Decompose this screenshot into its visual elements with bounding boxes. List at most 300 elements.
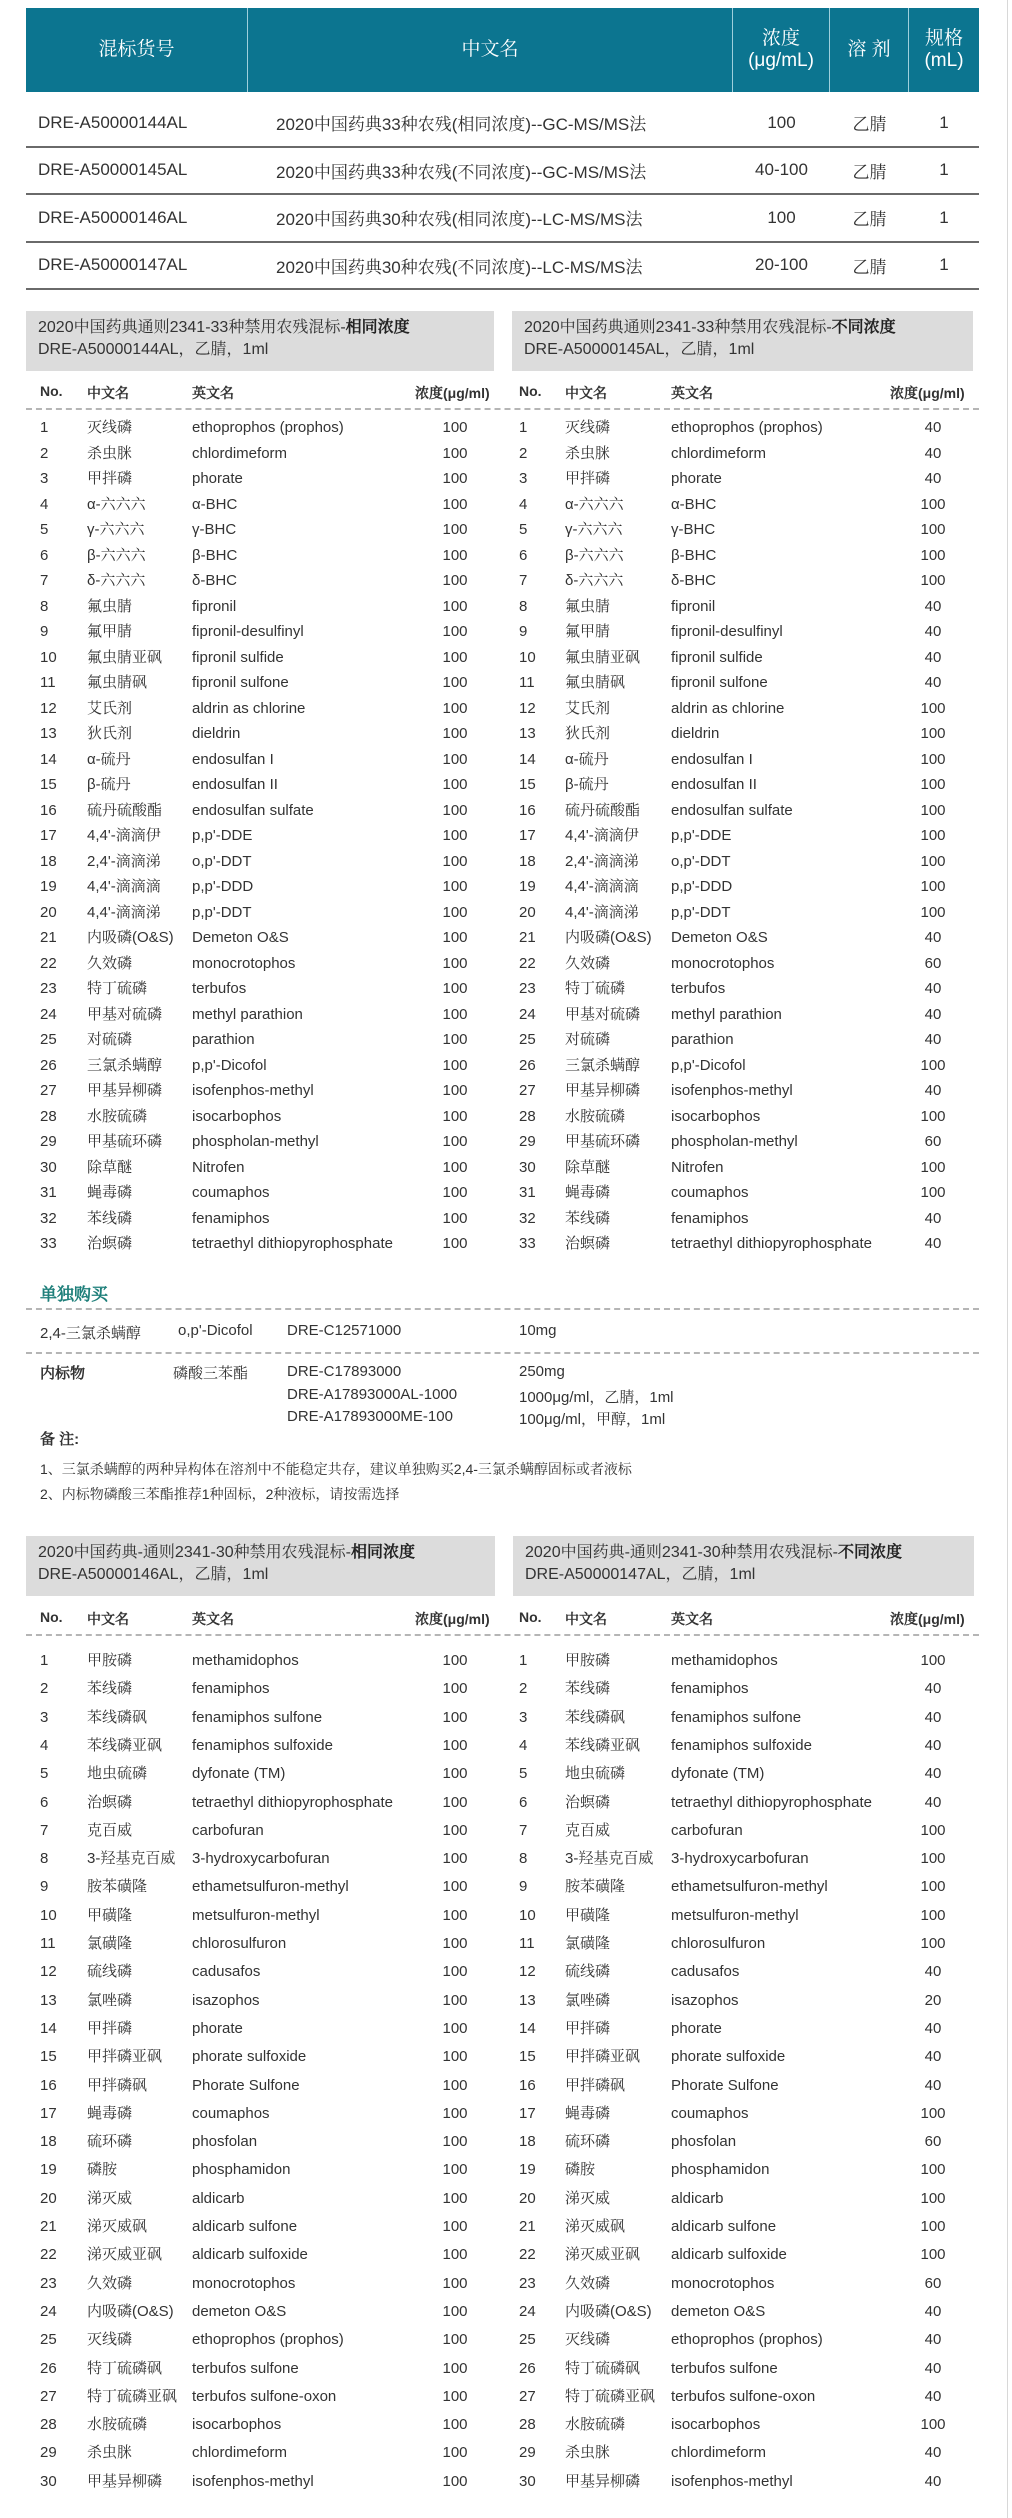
internal-std-label: 内标物 (40, 1365, 86, 1382)
mix33-same-row-cn: 水胺硫磷 (87, 1107, 148, 1125)
mix33-same-row-cn: δ-六六六 (87, 572, 146, 589)
mix30-same-row-no: 26 (40, 2359, 57, 2377)
mix30-diff-row-conc: 100 (920, 1652, 946, 1669)
mix30-diff-row-no: 16 (519, 2076, 536, 2094)
mix33-same-row-cn: 久效磷 (87, 954, 133, 972)
mix30-diff-row-conc: 100 (920, 2218, 946, 2235)
mix33-same-row-no: 15 (40, 776, 57, 793)
mix33-diff-row-cn: 狄氏剂 (565, 725, 611, 742)
mix30-same-row-conc: 100 (442, 2076, 468, 2094)
mix30-same-row-en: chlorosulfuron (192, 1935, 287, 1952)
mix30-diff-row-conc: 60 (924, 2133, 942, 2151)
mix30-same-row-en: isazophos (192, 1991, 260, 2009)
mix30-same-title-bold: 相同浓度 (350, 1544, 415, 1561)
mix30-diff-row-no: 28 (519, 2416, 536, 2434)
mix30-same-row-en: phorate sulfoxide (192, 2048, 307, 2066)
product-conc: 100 (767, 207, 796, 227)
mix33-diff-row-conc: 100 (920, 572, 946, 589)
mix33-diff-row-cn: β-六六六 (565, 546, 624, 564)
mix33-same-row-en: endosulfan I (192, 750, 274, 768)
mix33-diff-row-cn: 灭线磷 (565, 419, 611, 436)
mix30-same-row-conc: 100 (442, 1736, 468, 1754)
mix33-diff-row-en: fipronil-desulfinyl (671, 623, 783, 640)
mix33-same-row-conc: 100 (442, 1056, 468, 1074)
mix30-same-row-cn: 甲磺隆 (87, 1906, 133, 1924)
mix33-same-row-conc: 100 (442, 1107, 468, 1125)
mix30-same-row-no: 27 (40, 2387, 57, 2405)
mix30-diff-row-conc: 100 (920, 1906, 946, 1924)
mix33-same-row-conc: 100 (442, 954, 468, 972)
mix33-same-row-en: endosulfan II (192, 776, 278, 793)
mix30-diff-row-cn: 克百威 (565, 1821, 611, 1839)
mix33-same-row-en: tetraethyl dithiopyrophosphate (192, 1235, 393, 1252)
header-solvent (830, 8, 909, 92)
mix33-diff-row-cn: β-硫丹 (565, 776, 609, 793)
mix33-diff-row-en: terbufos (671, 980, 726, 997)
mix33-diff-row-conc: 40 (924, 1209, 942, 1227)
mix33-same-row-conc: 100 (442, 1209, 468, 1227)
mix33-same-row-cn: 4,4'-滴滴涕 (87, 903, 161, 921)
mix33-same-row-cn: 对硫磷 (87, 1031, 133, 1048)
mix33-same-subtitle: DRE-A50000144AL，乙腈，1ml (38, 341, 269, 358)
mix30-diff-row-en: chlordimeform (671, 2444, 767, 2462)
mix33-same-row-cn: γ-六六六 (87, 521, 145, 538)
mix30-diff-row-cn: 涕灭威亚砜 (565, 2246, 641, 2264)
mix33-same-row-no: 11 (40, 674, 56, 691)
mix33-diff-row-en: tetraethyl dithiopyrophosphate (671, 1235, 872, 1252)
mix30-same-row-cn: 氯唑磷 (87, 1991, 133, 2009)
mix30-diff-row-en: aldicarb sulfoxide (671, 2246, 787, 2264)
product-spec: 1 (939, 112, 949, 132)
mix33-diff-row-en: phospholan-methyl (671, 1133, 798, 1150)
product-code: DRE-A50000144AL (38, 112, 188, 132)
mix33-diff-row-conc: 40 (924, 597, 942, 615)
mix33-same-row-no: 32 (40, 1209, 57, 1227)
mix33-same-row-cn: 氟甲腈 (87, 623, 133, 640)
column-header-en: 英文名 (671, 1611, 713, 1627)
mix30-diff-row-en: isofenphos-methyl (671, 2472, 793, 2490)
mix30-diff-row-conc: 20 (924, 1991, 942, 2009)
mix33-diff-row-conc: 40 (924, 648, 942, 666)
mix33-diff-row-cn: 甲拌磷 (565, 470, 611, 487)
mix30-same-row-cn: 苯线磷 (87, 1680, 133, 1698)
mix30-same-row-conc: 100 (442, 2416, 468, 2434)
mix30-diff-row-no: 19 (519, 2161, 536, 2179)
mix30-diff-row-en: demeton O&S (671, 2302, 766, 2320)
mix30-same-row-no: 15 (40, 2048, 57, 2066)
mix33-same-row-no: 33 (40, 1235, 57, 1252)
mix33-diff-row-en: coumaphos (671, 1184, 749, 1201)
mix30-same-subtitle: DRE-A50000146AL，乙腈，1ml (38, 1566, 269, 1583)
mix33-diff-row-cn: δ-六六六 (565, 572, 624, 589)
mix33-diff-row-no: 7 (519, 572, 528, 589)
mix33-same-row-en: Nitrofen (192, 1158, 245, 1176)
mix33-diff-row-no: 8 (519, 597, 528, 615)
mix33-same-row-no: 20 (40, 903, 57, 921)
mix30-diff-row-conc: 40 (924, 2076, 942, 2094)
mix30-same-row-conc: 100 (442, 2331, 468, 2349)
mix33-diff-title-text: 2020中国药典通则2341-33种禁用农残混标- (524, 319, 832, 336)
mix30-diff-row-conc: 100 (920, 2189, 946, 2207)
mix33-diff-row-no: 4 (519, 495, 528, 513)
mix30-diff-row-conc: 40 (924, 2472, 942, 2490)
mix30-same-row-en: dyfonate (TM) (192, 1765, 286, 1783)
mix33-same-row-no: 4 (40, 495, 49, 513)
mix33-diff-row-no: 6 (519, 546, 528, 564)
mix30-same-row-conc: 100 (442, 1765, 468, 1783)
mix33-same-row-cn: 甲基对硫磷 (87, 1005, 163, 1023)
divider (26, 1308, 979, 1310)
mix33-diff-row-no: 19 (519, 878, 536, 895)
mix33-diff-row-conc: 100 (920, 776, 946, 793)
mix30-same-row-cn: 治螟磷 (87, 1793, 133, 1811)
column-header-en: 英文名 (671, 385, 713, 401)
single-item-code: DRE-C12571000 (287, 1322, 402, 1339)
mix30-same-row-conc: 100 (442, 2274, 468, 2292)
mix33-same-row-no: 7 (40, 572, 49, 589)
mix33-same-row-conc: 100 (442, 674, 468, 691)
mix30-same-row-no: 4 (40, 1736, 49, 1754)
mix33-diff-row-conc: 40 (924, 674, 942, 691)
mix33-same-row-cn: 治螟磷 (87, 1235, 133, 1252)
mix33-same-row-en: phorate (192, 470, 243, 487)
mix30-same-row-conc: 100 (442, 2048, 468, 2066)
mix30-same-row-cn: 甲胺磷 (87, 1652, 133, 1669)
mix30-same-row-no: 25 (40, 2331, 57, 2349)
mix33-same-row-conc: 100 (442, 699, 468, 717)
mix30-same-row-conc: 100 (442, 2302, 468, 2320)
mix33-same-row-no: 29 (40, 1133, 57, 1150)
mix30-diff-row-conc: 100 (920, 1821, 946, 1839)
mix30-diff-row-conc: 100 (920, 1878, 946, 1896)
mix30-same-row-cn: 特丁硫磷亚砜 (87, 2387, 178, 2405)
mix30-diff-row-en: coumaphos (671, 2104, 749, 2122)
mix30-diff-row-cn: 氯磺隆 (565, 1935, 611, 1952)
mix33-same-row-en: p,p'-Dicofol (192, 1056, 267, 1074)
mix30-same-row-en: phosphamidon (192, 2161, 291, 2179)
mix33-diff-row-no: 27 (519, 1082, 536, 1099)
mix30-same-row-en: demeton O&S (192, 2302, 287, 2320)
mix30-same-row-en: aldicarb (192, 2189, 245, 2207)
mix30-diff-row-en: terbufos sulfone-oxon (671, 2387, 816, 2405)
mix33-diff-row-conc: 40 (924, 1082, 942, 1099)
mix33-same-row-cn: β-六六六 (87, 546, 146, 564)
mix30-same-row-no: 16 (40, 2076, 57, 2094)
mix30-diff-row-conc: 40 (924, 2387, 942, 2405)
mix33-same-row-cn: 2,4'-滴滴涕 (87, 852, 161, 870)
mix30-diff-row-no: 1 (519, 1652, 528, 1669)
mix30-diff-row-no: 4 (519, 1736, 528, 1754)
mix33-same-row-no: 1 (40, 419, 49, 436)
mix33-same-row-conc: 100 (442, 521, 468, 538)
column-header-cn: 中文名 (87, 1611, 129, 1627)
mix30-diff-row-conc: 40 (924, 1708, 942, 1726)
mix33-diff-row-cn: 艾氏剂 (565, 699, 611, 717)
mix30-diff-row-cn: 内吸磷(O&S) (565, 2302, 652, 2320)
mix30-diff-row-cn: 3-羟基克百威 (565, 1850, 654, 1868)
mix33-diff-row-no: 15 (519, 776, 536, 793)
mix30-diff-row-no: 30 (519, 2472, 536, 2490)
mix33-same-row-en: β-BHC (192, 546, 238, 564)
mix30-same-row-conc: 100 (442, 1793, 468, 1811)
mix30-diff-row-cn: 地虫硫磷 (565, 1765, 626, 1783)
mix30-diff-header-box (513, 1536, 974, 1596)
product-name: 2020中国药典30种农残(相同浓度)--LC-MS/MS法 (276, 210, 643, 229)
column-header-no: No. (40, 383, 63, 399)
mix33-diff-row-en: chlordimeform (671, 444, 767, 462)
mix30-diff-row-conc: 100 (920, 2161, 946, 2179)
mix30-same-row-no: 29 (40, 2444, 57, 2462)
mix30-same-row-en: metsulfuron-methyl (192, 1906, 320, 1924)
mix33-diff-row-no: 25 (519, 1031, 536, 1048)
mix30-same-row-conc: 100 (442, 2161, 468, 2179)
mix30-same-row-no: 9 (40, 1878, 49, 1896)
mix33-same-row-no: 3 (40, 470, 49, 487)
mix30-diff-row-no: 17 (519, 2104, 536, 2122)
mix33-same-row-conc: 100 (442, 801, 468, 819)
mix30-diff-row-no: 13 (519, 1991, 536, 2009)
mix33-diff-row-en: endosulfan sulfate (671, 801, 793, 819)
mix30-diff-row-en: fenamiphos (671, 1680, 749, 1698)
mix33-same-row-no: 5 (40, 521, 49, 538)
mix30-same-row-conc: 100 (442, 1935, 468, 1952)
mix30-diff-row-no: 22 (519, 2246, 536, 2264)
mix30-diff-row-no: 26 (519, 2359, 536, 2377)
mix30-same-row-conc: 100 (442, 1878, 468, 1896)
product-code: DRE-A50000147AL (38, 255, 188, 274)
mix30-diff-row-cn: 胺苯磺隆 (565, 1878, 626, 1896)
mix30-diff-row-conc: 100 (920, 2246, 946, 2264)
mix33-diff-row-no: 12 (519, 699, 536, 717)
mix33-same-row-conc: 100 (442, 546, 468, 564)
product-row (26, 195, 979, 243)
mix33-same-title (38, 317, 494, 339)
header-solvent-label: 溶 剂 (847, 39, 891, 60)
mix33-same-row-en: δ-BHC (192, 572, 238, 589)
mix33-same-row-cn: 杀虫脒 (87, 444, 133, 462)
mix30-diff-row-conc: 40 (924, 2359, 942, 2377)
mix33-diff-title (524, 317, 973, 339)
mix33-same-row-no: 28 (40, 1107, 57, 1125)
mix33-diff-row-en: aldrin as chlorine (671, 699, 785, 717)
header-code (26, 8, 248, 92)
mix33-diff-row-en: monocrotophos (671, 954, 775, 972)
mix33-same-row-no: 18 (40, 852, 57, 870)
mix33-diff-row-conc: 40 (924, 470, 942, 487)
mix33-diff-row-en: endosulfan II (671, 776, 757, 793)
mix33-same-row-no: 2 (40, 444, 49, 462)
mix30-diff-row-en: isazophos (671, 1991, 739, 2009)
mix30-diff-row-cn: 特丁硫磷砜 (565, 2359, 641, 2377)
mix30-same-row-en: phorate (192, 2019, 243, 2037)
mix33-same-row-no: 26 (40, 1056, 57, 1074)
mix30-same-row-en: fenamiphos sulfone (192, 1708, 323, 1726)
mix30-diff-row-conc: 40 (924, 2019, 942, 2037)
column-header-cn: 中文名 (565, 1611, 607, 1627)
mix30-diff-row-conc: 100 (920, 2104, 946, 2122)
mix33-diff-title-bold: 不同浓度 (831, 319, 896, 336)
mix30-diff-row-en: tetraethyl dithiopyrophosphate (671, 1793, 872, 1811)
mix30-diff-row-conc: 40 (924, 1963, 942, 1981)
mix30-diff-row-cn: 苯线磷砜 (565, 1708, 626, 1726)
mix33-same-row-conc: 100 (442, 878, 468, 895)
mix33-diff-row-no: 14 (519, 750, 536, 768)
mix33-same-row-cn: 氟虫腈亚砜 (87, 648, 163, 666)
mix33-same-row-conc: 100 (442, 827, 468, 844)
mix33-diff-row-en: fenamiphos (671, 1209, 749, 1227)
mix30-same-row-en: coumaphos (192, 2104, 270, 2122)
header-name (248, 8, 733, 92)
mix33-same-row-conc: 100 (442, 1184, 468, 1201)
mix33-diff-row-en: methyl parathion (671, 1005, 782, 1023)
mix33-same-row-conc: 100 (442, 470, 468, 487)
mix33-same-row-en: coumaphos (192, 1184, 270, 1201)
product-row (26, 243, 979, 291)
mix33-same-row-conc: 100 (442, 725, 468, 742)
mix30-same-row-no: 24 (40, 2302, 57, 2320)
mix33-same-row-no: 19 (40, 878, 57, 895)
mix33-diff-row-en: fipronil sulfone (671, 674, 768, 691)
mix30-diff-row-conc: 40 (924, 1680, 942, 1698)
mix30-same-row-cn: 杀虫脒 (87, 2444, 133, 2462)
mix33-same-row-no: 22 (40, 954, 57, 972)
mix30-same-row-conc: 100 (442, 1652, 468, 1669)
mix33-diff-row-cn: 特丁硫磷 (565, 980, 626, 997)
mix33-diff-row-cn: 久效磷 (565, 954, 611, 972)
mix33-diff-row-cn: 4,4'-滴滴伊 (565, 827, 639, 844)
mix33-diff-row-conc: 40 (924, 419, 942, 436)
internal-std-code: DRE-A17893000AL-1000 (287, 1386, 458, 1403)
mix30-diff-row-no: 5 (519, 1765, 528, 1783)
mix33-same-title-bold: 相同浓度 (345, 319, 410, 336)
mix33-diff-row-no: 30 (519, 1158, 536, 1176)
mix30-diff-row-cn: 水胺硫磷 (565, 2416, 626, 2434)
mix33-same-row-no: 31 (40, 1184, 57, 1201)
header-divider (26, 408, 979, 410)
mix33-same-row-no: 14 (40, 750, 57, 768)
mix30-diff-row-en: fenamiphos sulfone (671, 1708, 802, 1726)
mix30-diff-title-text: 2020中国药典-通则2341-30种禁用农残混标- (525, 1544, 838, 1561)
mix33-same-row-cn: 灭线磷 (87, 419, 133, 436)
mix30-same-row-en: monocrotophos (192, 2274, 296, 2292)
column-header-conc: 浓度(μg/ml) (415, 385, 490, 401)
mix33-same-row-en: isofenphos-methyl (192, 1082, 314, 1099)
mix30-diff-row-en: metsulfuron-methyl (671, 1906, 799, 1924)
mix33-diff-row-conc: 100 (920, 903, 946, 921)
mix30-same-row-no: 28 (40, 2416, 57, 2434)
mix33-same-row-cn: 氟虫腈砜 (87, 674, 148, 691)
mix33-diff-row-no: 20 (519, 903, 536, 921)
mix33-diff-row-en: isofenphos-methyl (671, 1082, 793, 1099)
mix33-same-row-en: endosulfan sulfate (192, 801, 314, 819)
mix30-diff-row-cn: 甲拌磷 (565, 2019, 611, 2037)
mix33-diff-row-conc: 100 (920, 1056, 946, 1074)
mix33-diff-row-en: Demeton O&S (671, 929, 768, 946)
mix33-same-row-cn: β-硫丹 (87, 776, 131, 793)
mix30-same-row-en: ethametsulfuron-methyl (192, 1878, 349, 1896)
mix33-same-row-cn: 甲基异柳磷 (87, 1082, 163, 1099)
product-solvent: 乙腈 (852, 257, 887, 277)
mix33-diff-row-cn: 蝇毒磷 (565, 1184, 611, 1201)
product-code: DRE-A50000145AL (38, 160, 188, 179)
mix33-diff-row-no: 11 (519, 674, 535, 691)
product-name: 2020中国药典30种农残(不同浓度)--LC-MS/MS法 (276, 257, 643, 277)
mix30-same-row-cn: 灭线磷 (87, 2331, 133, 2349)
mix33-same-row-cn: 苯线磷 (87, 1209, 133, 1227)
mix30-diff-row-no: 10 (519, 1906, 536, 1924)
mix33-diff-row-cn: 三氯杀螨醇 (565, 1056, 641, 1074)
internal-std-code: DRE-C17893000 (287, 1363, 402, 1380)
mix30-same-row-en: tetraethyl dithiopyrophosphate (192, 1793, 393, 1811)
mix33-same-row-no: 23 (40, 980, 57, 997)
mix33-diff-row-conc: 100 (920, 521, 946, 538)
mix33-diff-row-conc: 100 (920, 725, 946, 742)
mix30-diff-row-en: monocrotophos (671, 2274, 775, 2292)
mix33-same-row-en: o,p'-DDT (192, 852, 252, 870)
mix30-diff-row-no: 29 (519, 2444, 536, 2462)
mix30-diff-row-cn: 杀虫脒 (565, 2444, 611, 2462)
mix33-same-row-cn: 特丁硫磷 (87, 980, 148, 997)
mix30-same-row-conc: 100 (442, 2189, 468, 2207)
mix33-diff-row-cn: 对硫磷 (565, 1031, 611, 1048)
mix33-same-row-conc: 100 (442, 750, 468, 768)
mix33-same-row-en: p,p'-DDE (192, 827, 253, 844)
mix30-same-row-no: 18 (40, 2133, 57, 2151)
product-name: 2020中国药典33种农残(不同浓度)--GC-MS/MS法 (276, 162, 647, 182)
mix30-same-row-cn: 甲拌磷砜 (87, 2076, 148, 2094)
mix30-same-row-conc: 100 (442, 2218, 468, 2235)
internal-std-name: 磷酸三苯酯 (173, 1365, 249, 1382)
mix30-diff-row-en: chlorosulfuron (671, 1935, 766, 1952)
mix30-diff-row-cn: 特丁硫磷亚砜 (565, 2387, 656, 2405)
mix33-same-row-cn: 狄氏剂 (87, 725, 133, 742)
mix30-diff-row-cn: 甲拌磷砜 (565, 2076, 626, 2094)
mix33-same-row-no: 12 (40, 699, 57, 717)
mix30-same-row-cn: 克百威 (87, 1821, 133, 1839)
mix33-same-row-en: α-BHC (192, 495, 238, 513)
mix33-diff-row-no: 3 (519, 470, 528, 487)
mix33-same-row-en: isocarbophos (192, 1107, 282, 1125)
mix30-same-row-cn: 磷胺 (87, 2161, 118, 2179)
mix33-same-row-cn: 硫丹硫酸酯 (87, 801, 163, 819)
mix30-same-row-en: ethoprophos (prophos) (192, 2331, 344, 2349)
mix30-same-row-conc: 100 (442, 1708, 468, 1726)
mix33-same-row-no: 25 (40, 1031, 57, 1048)
mix30-same-row-cn: 涕灭威亚砜 (87, 2246, 163, 2264)
mix33-same-row-no: 13 (40, 725, 57, 742)
mix33-diff-row-conc: 100 (920, 878, 946, 895)
mix33-same-row-en: p,p'-DDT (192, 903, 252, 921)
mix33-diff-row-en: ethoprophos (prophos) (671, 419, 823, 436)
mix33-same-title-text: 2020中国药典通则2341-33种禁用农残混标- (38, 319, 346, 336)
mix33-diff-row-cn: 硫丹硫酸酯 (565, 801, 641, 819)
mix30-diff-row-conc: 40 (924, 2331, 942, 2349)
mix30-same-row-no: 14 (40, 2019, 57, 2037)
mix33-diff-row-no: 18 (519, 852, 536, 870)
mix30-diff-row-no: 11 (519, 1935, 535, 1952)
mix33-diff-row-cn: 苯线磷 (565, 1209, 611, 1227)
column-header-no: No. (40, 1609, 63, 1625)
mix30-diff-row-en: phorate (671, 2019, 722, 2037)
column-header-en: 英文名 (192, 1611, 234, 1627)
mix30-diff-row-conc: 40 (924, 1765, 942, 1783)
mix30-same-row-no: 11 (40, 1935, 56, 1952)
mix33-diff-row-no: 28 (519, 1107, 536, 1125)
mix30-diff-row-en: phosphamidon (671, 2161, 770, 2179)
mix33-diff-row-cn: 内吸磷(O&S) (565, 929, 652, 946)
mix33-same-row-en: monocrotophos (192, 954, 296, 972)
mix33-diff-row-no: 26 (519, 1056, 536, 1074)
